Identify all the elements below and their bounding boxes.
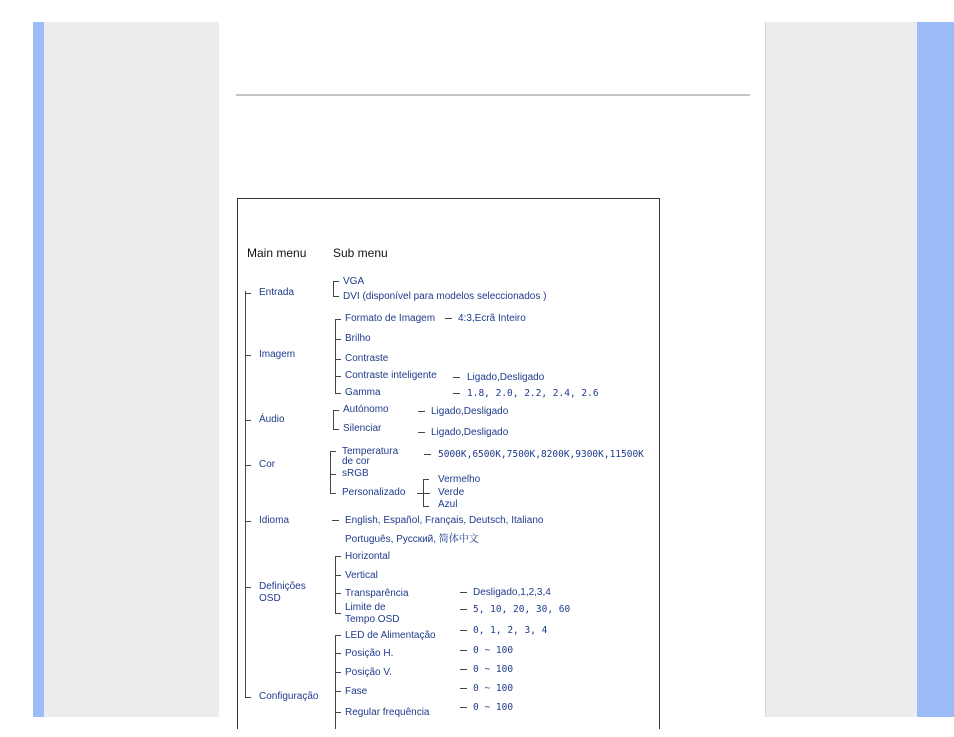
sub-idioma-line1: English, Español, Français, Deutsch, Italiano	[345, 515, 544, 526]
sub-menu-header: Sub menu	[333, 246, 388, 260]
sub-vermelho: Vermelho	[438, 474, 481, 485]
sub-frequencia: Regular frequência	[345, 707, 430, 718]
main-trunk-line	[245, 291, 246, 697]
sub-transparencia: Transparência	[345, 588, 409, 599]
horizontal-rule	[236, 94, 750, 96]
main-item-entrada: Entrada	[259, 287, 295, 298]
sub-transparencia-value: Desligado,1,2,3,4	[473, 587, 551, 598]
sub-autonomo: Autónomo	[343, 404, 389, 415]
sub-posicao-v-value: 0 ~ 100	[473, 664, 514, 675]
sub-fase: Fase	[345, 686, 368, 697]
sub-temperatura-line2: de cor	[342, 456, 370, 467]
right-panel	[765, 22, 917, 717]
sub-silenciar-value: Ligado,Desligado	[431, 427, 509, 438]
sub-posicao-h-value: 0 ~ 100	[473, 645, 514, 656]
main-item-osd-line1: Definições	[259, 581, 306, 592]
main-menu-header: Main menu	[247, 246, 307, 260]
sub-autonomo-value: Ligado,Desligado	[431, 406, 509, 417]
sub-idioma-line2: Português, Русский, 简体中文	[345, 534, 479, 545]
sub-vga: VGA	[343, 276, 365, 287]
sub-verde: Verde	[438, 487, 465, 498]
sub-fase-value: 0 ~ 100	[473, 683, 514, 694]
sub-gamma: Gamma	[345, 387, 381, 398]
sub-azul: Azul	[438, 499, 458, 510]
sub-dvi: DVI (disponível para modelos seleccionados )	[343, 291, 547, 302]
sub-limite-value: 5, 10, 20, 30, 60	[473, 604, 571, 615]
sub-contraste-inteligente: Contraste inteligente	[345, 370, 437, 381]
sub-posicao-v: Posição V.	[345, 667, 392, 678]
sub-temperatura-line1: Temperatura	[342, 446, 399, 457]
main-item-cor: Cor	[259, 459, 276, 470]
main-item-osd-line2: OSD	[259, 593, 281, 604]
sub-limite-line1: Limite de	[345, 602, 386, 613]
sub-posicao-h: Posição H.	[345, 648, 394, 659]
right-accent-bar	[917, 22, 954, 717]
sub-brilho: Brilho	[345, 333, 371, 344]
sub-limite-line2: Tempo OSD	[345, 614, 400, 625]
sub-srgb: sRGB	[342, 468, 369, 479]
main-item-configuracao: Configuração	[259, 691, 319, 702]
sub-contraste-inteligente-value: Ligado,Desligado	[467, 372, 545, 383]
sub-temperatura-value: 5000K,6500K,7500K,8200K,9300K,11500K	[438, 449, 644, 460]
main-item-audio: Áudio	[259, 414, 285, 425]
left-panel	[44, 22, 219, 717]
sub-contraste: Contraste	[345, 353, 389, 364]
osd-menu-diagram	[237, 198, 660, 729]
sub-led: LED de Alimentação	[345, 630, 436, 641]
left-accent-bar	[33, 22, 44, 717]
sub-silenciar: Silenciar	[343, 423, 382, 434]
sub-led-value: 0, 1, 2, 3, 4	[473, 625, 548, 636]
sub-frequencia-value: 0 ~ 100	[473, 702, 514, 713]
sub-formato: Formato de Imagem	[345, 313, 436, 324]
sub-personalizado: Personalizado	[342, 487, 406, 498]
sub-vertical: Vertical	[345, 570, 378, 581]
sub-gamma-value: 1.8, 2.0, 2.2, 2.4, 2.6	[467, 388, 599, 399]
sub-formato-value: 4:3,Ecrã Inteiro	[458, 313, 526, 324]
main-item-imagem: Imagem	[259, 349, 296, 360]
sub-horizontal: Horizontal	[345, 551, 391, 562]
main-item-idioma: Idioma	[259, 515, 290, 526]
